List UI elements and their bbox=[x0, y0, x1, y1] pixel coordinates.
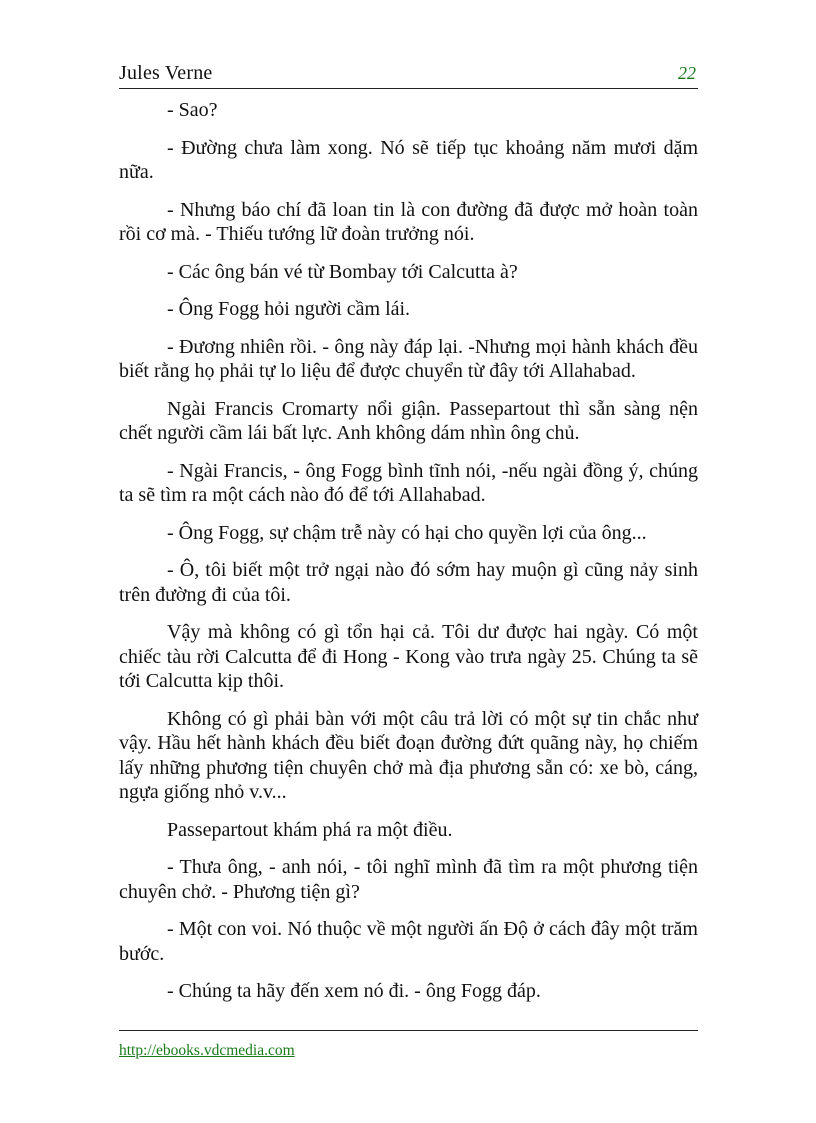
paragraph: - Ô, tôi biết một trở ngại nào đó sớm hay muộn gì cũng nảy sinh trên đường đi của tôi. bbox=[119, 559, 698, 606]
paragraph: - Ngài Francis, - ông Fogg bình tĩnh nói, -nếu ngài đồng ý, chúng ta sẽ tìm ra một cách nào đó để tới Allahabad. bbox=[119, 459, 698, 506]
paragraph: - Chúng ta hãy đến xem nó đi. - ông Fogg đáp. bbox=[167, 980, 541, 1002]
footer-url-link[interactable]: http://ebooks.vdcmedia.com bbox=[119, 1042, 295, 1059]
paragraph: - Ông Fogg, sự chậm trễ này có hại cho quyền lợi của ông... bbox=[167, 521, 647, 544]
paragraph: - Một con voi. Nó thuộc về một người ấn Độ ở cách đây một trăm bước. bbox=[119, 918, 698, 965]
paragraph: - Thưa ông, - anh nói, - tôi nghĩ mình đã tìm ra một phương tiện chuyên chở. - Phương tiện gì? bbox=[119, 856, 698, 903]
paragraph: - Ông Fogg hỏi người cầm lái. bbox=[167, 298, 411, 320]
paragraph: Passepartout khám phá ra một điều. bbox=[167, 818, 453, 841]
page-header bbox=[119, 60, 698, 89]
paragraph: Ngài Francis Cromarty nổi giận. Passepartout thì sẵn sàng nện chết người cầm lái bất lực. Anh không dám nhìn ông chủ. bbox=[119, 397, 698, 444]
paragraph: - Các ông bán vé từ Bombay tới Calcutta à? bbox=[167, 260, 518, 283]
paragraph: - Đường chưa làm xong. Nó sẽ tiếp tục khoảng năm mươi dặm nữa. bbox=[119, 136, 698, 183]
header-author: Jules Verne bbox=[119, 62, 213, 84]
paragraph: - Nhưng báo chí đã loan tin là con đường đã được mở hoàn toàn rồi cơ mà. - Thiếu tướng lữ đoàn trưởng nói. bbox=[119, 198, 698, 245]
paragraph: - Đương nhiên rồi. - ông này đáp lại. -Nhưng mọi hành khách đều biết rằng họ phải tự lo liệu để được chuyển từ đây tới Allahabad. bbox=[119, 335, 698, 382]
paragraph: Vậy mà không có gì tổn hại cả. Tôi dư được hai ngày. Có một chiếc tàu rời Calcutta để đi Hong - Kong vào trưa ngày 25. Chúng ta sẽ tới Calcutta kịp thôi. bbox=[119, 621, 698, 692]
paragraph: - Sao? bbox=[167, 99, 218, 121]
page-body bbox=[119, 98, 698, 1017]
paragraph: Không có gì phải bàn với một câu trả lời có một sự tin chắc như vậy. Hầu hết hành khách đều biết đoạn đường đứt quãng này, họ chiếm lấy những phương tiện chuyên chở mà địa phương sẵn có: xe bò, cáng, ngựa giống nhỏ v.v... bbox=[119, 707, 698, 803]
page-number: 22 bbox=[678, 63, 696, 83]
footer-divider bbox=[119, 1030, 698, 1031]
